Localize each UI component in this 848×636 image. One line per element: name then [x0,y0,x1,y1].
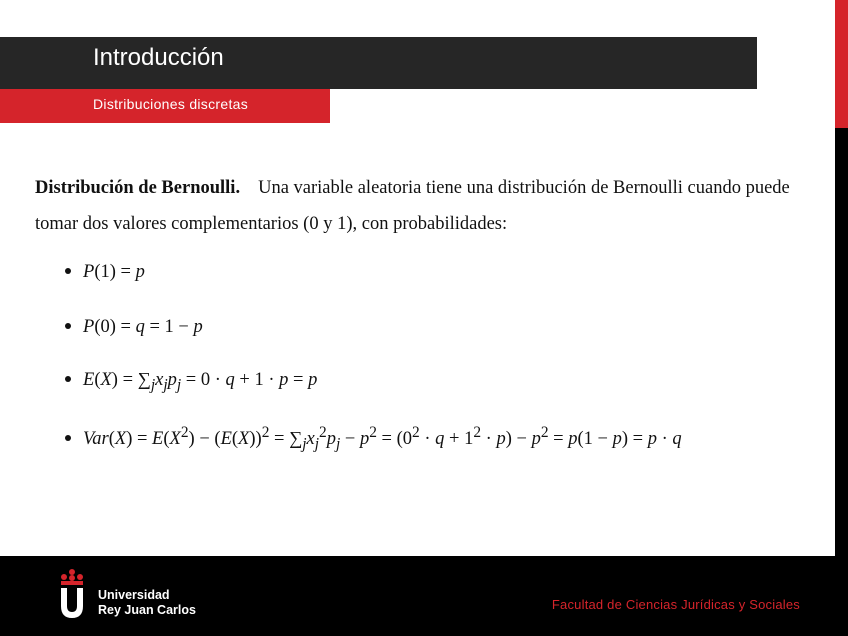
section-heading: Distribución de Bernoulli. [35,178,241,198]
formula-expectation: $E(X) = \sum_jx_jp_j = 0 \cdot q + 1 \cdot p = p$ [83,370,318,394]
slide-subtitle: Distribuciones discretas [93,96,249,112]
intro-text: Una variable aleatoria tiene una distribución de Bernoulli cuando puede tomar dos valores complementarios (0 y 1), con probabilidades: [35,178,790,234]
bullet-icon [65,376,71,382]
formula-item [65,317,203,338]
bullet-icon [65,268,71,274]
right-accent-red [835,0,848,128]
university-name: Universidad Rey Juan Carlos [98,588,196,617]
formula-item [65,262,145,283]
bullet-icon [65,435,71,441]
intro-paragraph [35,170,825,242]
bullet-icon [65,323,71,329]
formula-item [65,424,682,454]
formula-variance: $Var(X) = E(X^2) - (E(X))^2 = \sum_jx_j^2p_j - p^2 = (0^2 \cdot q + 1^2 \cdot p) - p^2 = p(1 - p) = p \cdot q$ [83,424,682,453]
right-accent-black [835,128,848,556]
formula-p1: P(1) = p [83,262,145,282]
formula-p0: P(0) = q = 1 − p [83,317,203,337]
formula-item [65,370,317,395]
urjc-logo-icon [57,568,87,625]
slide-title: Introducción [93,44,224,71]
faculty-name: Facultad de Ciencias Jurídicas y Sociales [551,597,800,612]
